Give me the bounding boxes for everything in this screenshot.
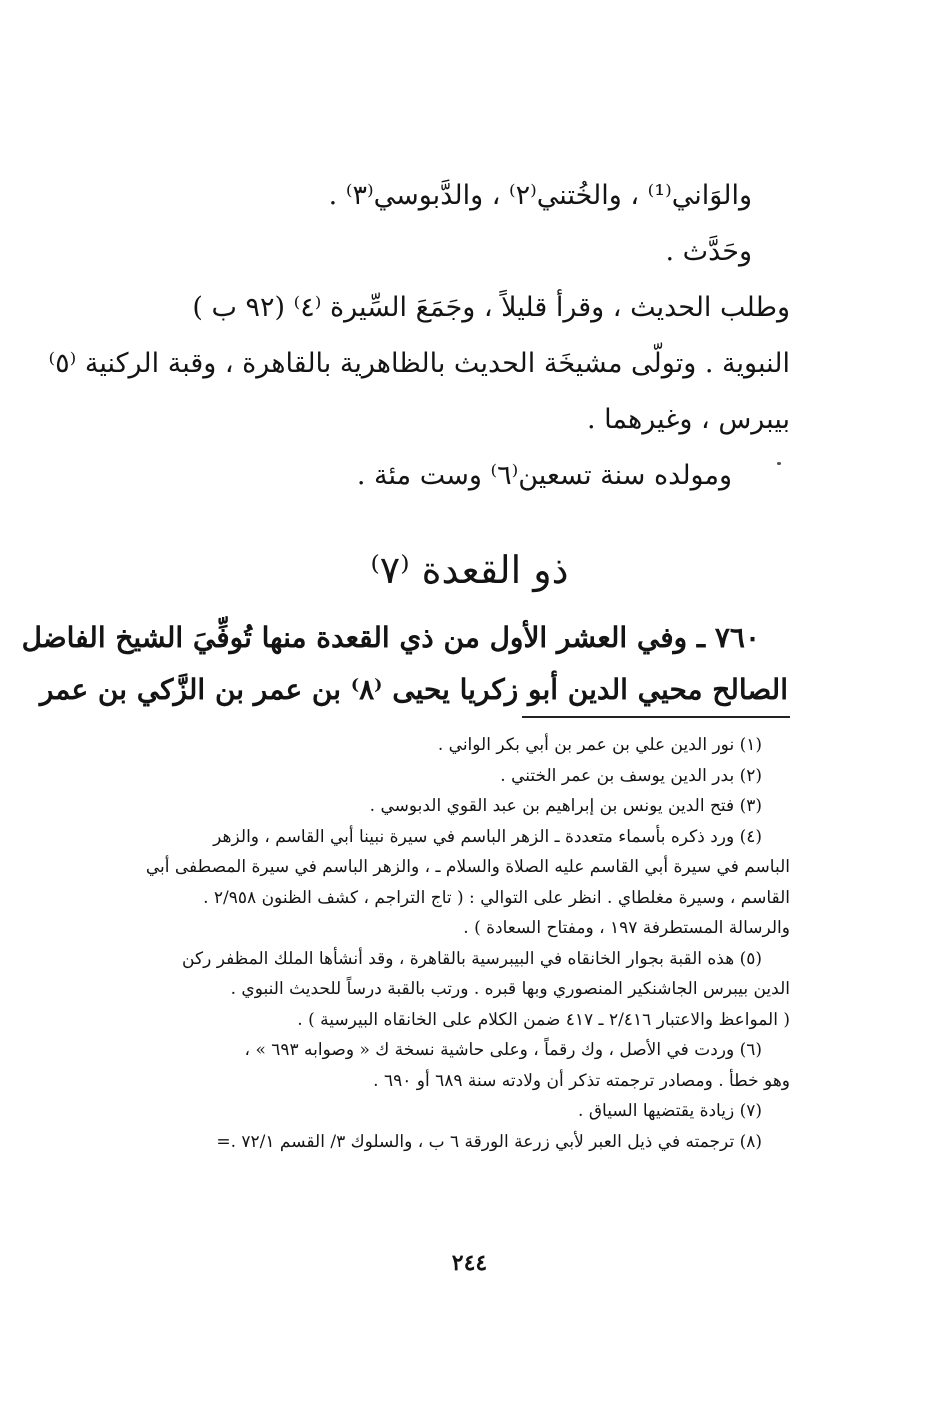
entry-line: ٧٦٠ ـ وفي العشر الأول من ذي القعدة منها تُوفِّيَ الشيخ الفاضل [21,621,760,654]
section-heading: ذو القعدة ⁽٧⁾ [370,548,569,592]
main-text-block [48,168,790,504]
main-text-line: وطلب الحديث ، وقرأ قليلاً ، وجَمَعَ السِّيرة ⁽٤⁾ (٩٢ ب ) [192,292,790,323]
main-text-line: ومولده سنة تسعين⁽٦⁾ وست مئة . [356,460,732,491]
footnote-line: الباسم في سيرة أبي القاسم عليه الصلاة والسلام ـ ، والزهر الباسم في سيرة المصطفى أبي [145,857,790,877]
footnotes-block [118,730,790,1157]
biography-entry [21,612,788,716]
footnote-line: (٥) هذه القبة بجوار الخانقاه في البيبرسية بالقاهرة ، وقد أنشأها الملك المظفر ركن [182,948,762,969]
footnote-line: (٢) بدر الدين يوسف بن عمر الختني . [500,765,762,786]
footnote-line: ( المواعظ والاعتبار ٢/٤١٦ ـ ٤١٧ ضمن الكلام على الخانقاه البيرسية ) . [297,1009,790,1030]
footnote-line: (١) نور الدين علي بن عمر بن أبي بكر الواني . [437,735,762,755]
entry-line: الصالح محيي الدين أبو زكريا يحيى ⁽٨⁾ بن عمر بن الزَّكي بن عمر [39,673,788,706]
footnote-line: الدين بيبرس الجاشنكير المنصوري وبها قبره . ورتب بالقبة درساً للحديث النبوي . [230,979,790,999]
footnote-line: (٨) ترجمته في ذيل العبر لأبي زرعة الورقة ٦ ب ، والسلوك ٣/ القسم ٧٢/١ .= [216,1131,762,1152]
footnote-line: (٧) زيادة يقتضيها السياق . [578,1101,762,1121]
print-speck [777,462,781,465]
footnote-separator [522,716,790,718]
main-text-line: بيبرس ، وغيرهما . [587,404,790,435]
main-text-line: النبوية . وتولّى مشيخَة الحديث بالظاهرية بالقاهرة ، وقبة الركنية ⁽٥⁾ [48,348,790,379]
footnote-line: (٦) وردت في الأصل ، وك رقماً ، وعلى حاشية نسخة ك « وصوابه ٦٩٣ » ، [244,1040,762,1060]
page-number: ٢٤٤ [451,1250,488,1276]
main-text-line: وحَدَّث . [665,236,752,267]
footnote-line: والرسالة المستطرفة ١٩٧ ، ومفتاح السعادة ) . [463,918,790,938]
footnote-line: (٤) ورد ذكره بأسماء متعددة ـ الزهر الباسم في سيرة نبينا أبي القاسم ، والزهر [213,826,762,847]
main-text-line: والوَاني⁽¹⁾ ، والخُتني⁽٢⁾ ، والدَّبوسي⁽٣⁾ . [328,180,752,211]
footnote-line: (٣) فتح الدين يونس بن إبراهيم بن عبد القوي الدبوسي . [369,796,762,816]
footnote-line: القاسم ، وسيرة مغلطاي . انظر على التوالي : ( تاج التراجم ، كشف الظنون ٢/٩٥٨ . [203,887,790,908]
footnote-line: وهو خطأ . ومصادر ترجمته تذكر أن ولادته سنة ٦٨٩ أو ٦٩٠ . [373,1070,790,1091]
